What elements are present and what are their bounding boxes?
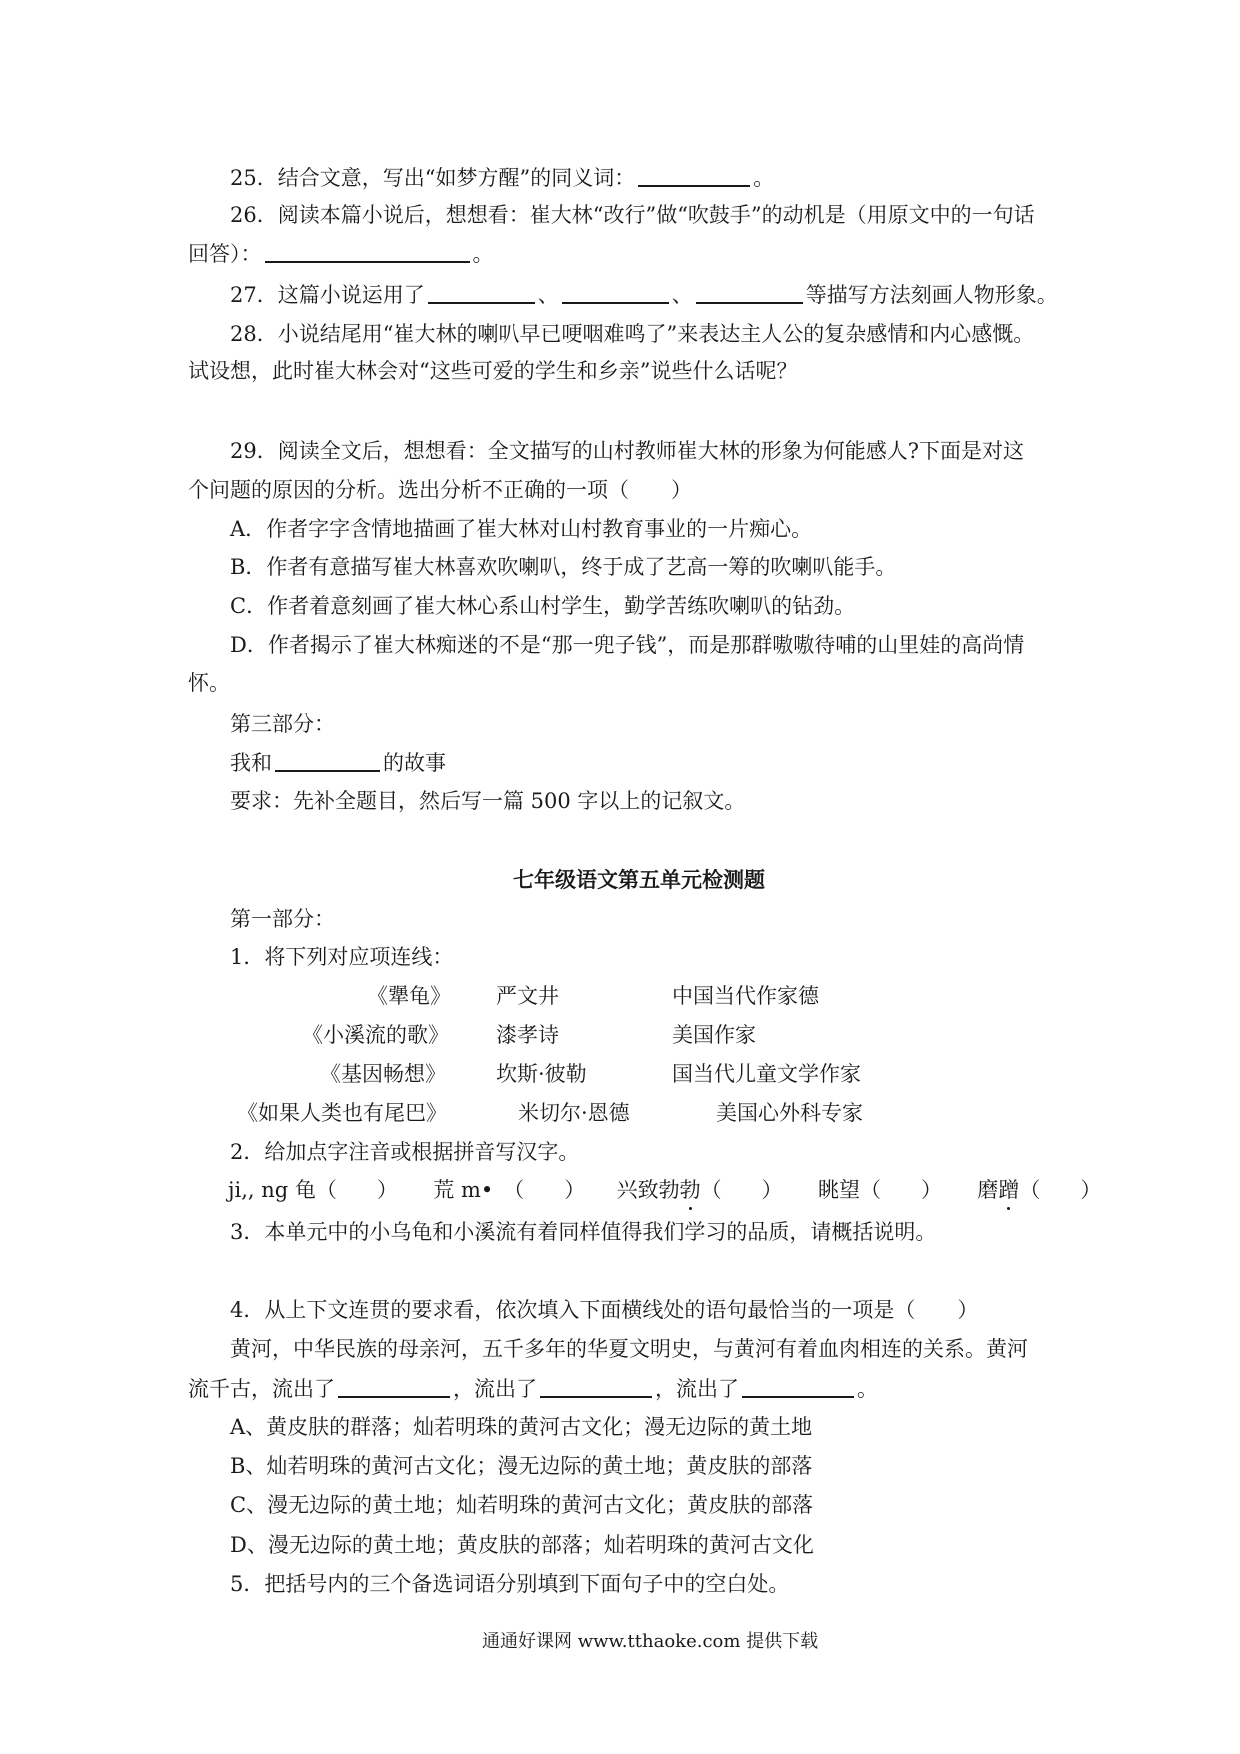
option-d-line1[interactable]: D．作者揭示了崔大林痴迷的不是“那一兜子钱”，而是那群嗷嗷待哺的山里娃的高尚情 [230,633,1025,657]
question-26-text: 回答）： [188,242,262,266]
essay-topic-prefix: 我和 [230,751,272,775]
unit5-part1-heading: 第一部分： [230,907,335,931]
unit5-question-4-line2: 黄河，中华民族的母亲河，五千多年的华夏文明史，与黄河有着血肉相连的关系。黄河 [230,1337,1028,1361]
punctuation: 。 [472,242,494,266]
match-author[interactable]: 坎斯·彼勒 [496,1062,587,1086]
q4-text: ，流出了 [453,1377,537,1401]
unit5-question-2: 2．给加点字注音或根据拼音写汉字。 [230,1140,580,1164]
match-desc[interactable]: 国当代儿童文学作家 [672,1062,861,1086]
question-25-text: 25．结合文意，写出“如梦方醒”的同义词： [230,166,636,190]
match-desc[interactable]: 中国当代作家德 [672,984,819,1008]
q4-option-b[interactable]: B、灿若明珠的黄河古文化；漫无边际的黄土地；黄皮肤的部落 [230,1454,813,1478]
option-b[interactable]: B．作者有意描写崔大林喜欢吹喇叭，终于成了艺高一筹的吹喇叭能手。 [230,555,897,579]
question-26-line1: 26．阅读本篇小说后，想想看：崔大林“改行”做“吹鼓手”的动机是（用原文中的一句话 [230,203,1035,227]
match-book[interactable]: 《犟龟》 [367,984,451,1008]
q4-option-d[interactable]: D、漫无边际的黄土地；黄皮肤的部落；灿若明珠的黄河古文化 [230,1533,814,1557]
unit5-question-4-line1: 4．从上下文连贯的要求看，依次填入下面横线处的语句最恰当的一项是（ ） [230,1298,979,1322]
unit5-question-4-line3 [188,1374,878,1403]
pinyin-items [228,1176,1102,1204]
question-29-line2: 个问题的原因的分析。选出分析不正确的一项（ ） [188,478,692,502]
topic-blank[interactable] [275,748,380,772]
essay-topic [230,748,446,777]
part3-heading: 第三部分： [230,712,335,736]
match-author[interactable]: 严文井 [496,984,559,1008]
question-26-line2 [188,239,494,268]
answer-blank[interactable] [562,280,669,304]
option-a[interactable]: A．作者字字含情地描画了崔大林对山村教育事业的一片痴心。 [230,517,813,541]
pinyin-item: ji,, ng 龟（ ） [228,1178,398,1202]
question-27-text: 27．这篇小说运用了 [230,283,425,307]
match-book[interactable]: 《如果人类也有尾巴》 [237,1101,447,1125]
pinyin-item: 磨蹭（ ） [977,1178,1102,1202]
essay-topic-suffix: 的故事 [383,751,446,775]
q4-option-c[interactable]: C、漫无边际的黄土地；灿若明珠的黄河古文化；黄皮肤的部落 [230,1493,814,1517]
option-c[interactable]: C．作者着意刻画了崔大林心系山村学生，勤学苦练吹喇叭的钻劲。 [230,594,856,618]
answer-blank[interactable] [338,1374,450,1398]
essay-requirement: 要求：先补全题目，然后写一篇 500 字以上的记叙文。 [230,789,746,813]
page-footer: 通通好课网 www.tthaoke.com 提供下载 [482,1631,819,1652]
separator: 、 [671,283,693,307]
unit5-question-1: 1．将下列对应项连线： [230,945,454,969]
separator: 、 [537,283,559,307]
option-d-line2: 怀。 [188,671,230,695]
question-27-end: 等描写方法刻画人物形象。 [805,283,1058,307]
unit5-question-3: 3．本单元中的小乌龟和小溪流有着同样值得我们学习的品质，请概括说明。 [230,1220,937,1244]
dotted-char: 蹭 [998,1178,1020,1202]
answer-blank[interactable] [540,1374,652,1398]
punctuation: 。 [753,166,775,190]
question-27 [230,280,1058,309]
answer-blank[interactable] [428,280,535,304]
punctuation: 。 [857,1377,878,1401]
q4-text: ，流出了 [655,1377,739,1401]
question-28-line2: 试设想，此时崔大林会对“这些可爱的学生和乡亲”说些什么话呢？ [188,359,798,383]
pinyin-item: 荒 m• （ ） [433,1178,586,1202]
match-desc[interactable]: 美国心外科专家 [716,1101,863,1125]
pinyin-item: 眺望（ ） [818,1178,943,1202]
match-author[interactable]: 米切尔·恩德 [518,1101,630,1125]
unit5-title: 七年级语文第五单元检测题 [513,867,765,892]
answer-blank[interactable] [265,239,470,263]
question-28-line1: 28．小说结尾用“崔大林的喇叭早已哽咽难鸣了”来表达主人公的复杂感情和内心感慨。 [230,322,1035,346]
question-25 [230,163,774,192]
unit5-question-5: 5．把括号内的三个备选词语分别填到下面句子中的空白处。 [230,1572,790,1596]
q4-option-a[interactable]: A、黄皮肤的群落；灿若明珠的黄河古文化；漫无边际的黄土地 [230,1415,813,1439]
q4-text: 流千古，流出了 [188,1377,335,1401]
answer-blank[interactable] [638,163,750,187]
answer-blank[interactable] [696,280,803,304]
match-book[interactable]: 《基因畅想》 [320,1062,446,1086]
dotted-char: 勃 [679,1178,701,1202]
answer-blank[interactable] [742,1374,854,1398]
question-29-line1: 29．阅读全文后，想想看：全文描写的山村教师崔大林的形象为何能感人?下面是对这 [230,439,1024,463]
match-book[interactable]: 《小溪流的歌》 [302,1023,449,1047]
match-author[interactable]: 漆孝诗 [496,1023,559,1047]
pinyin-item: 兴致勃勃（ ） [616,1178,783,1202]
match-desc[interactable]: 美国作家 [672,1023,756,1047]
